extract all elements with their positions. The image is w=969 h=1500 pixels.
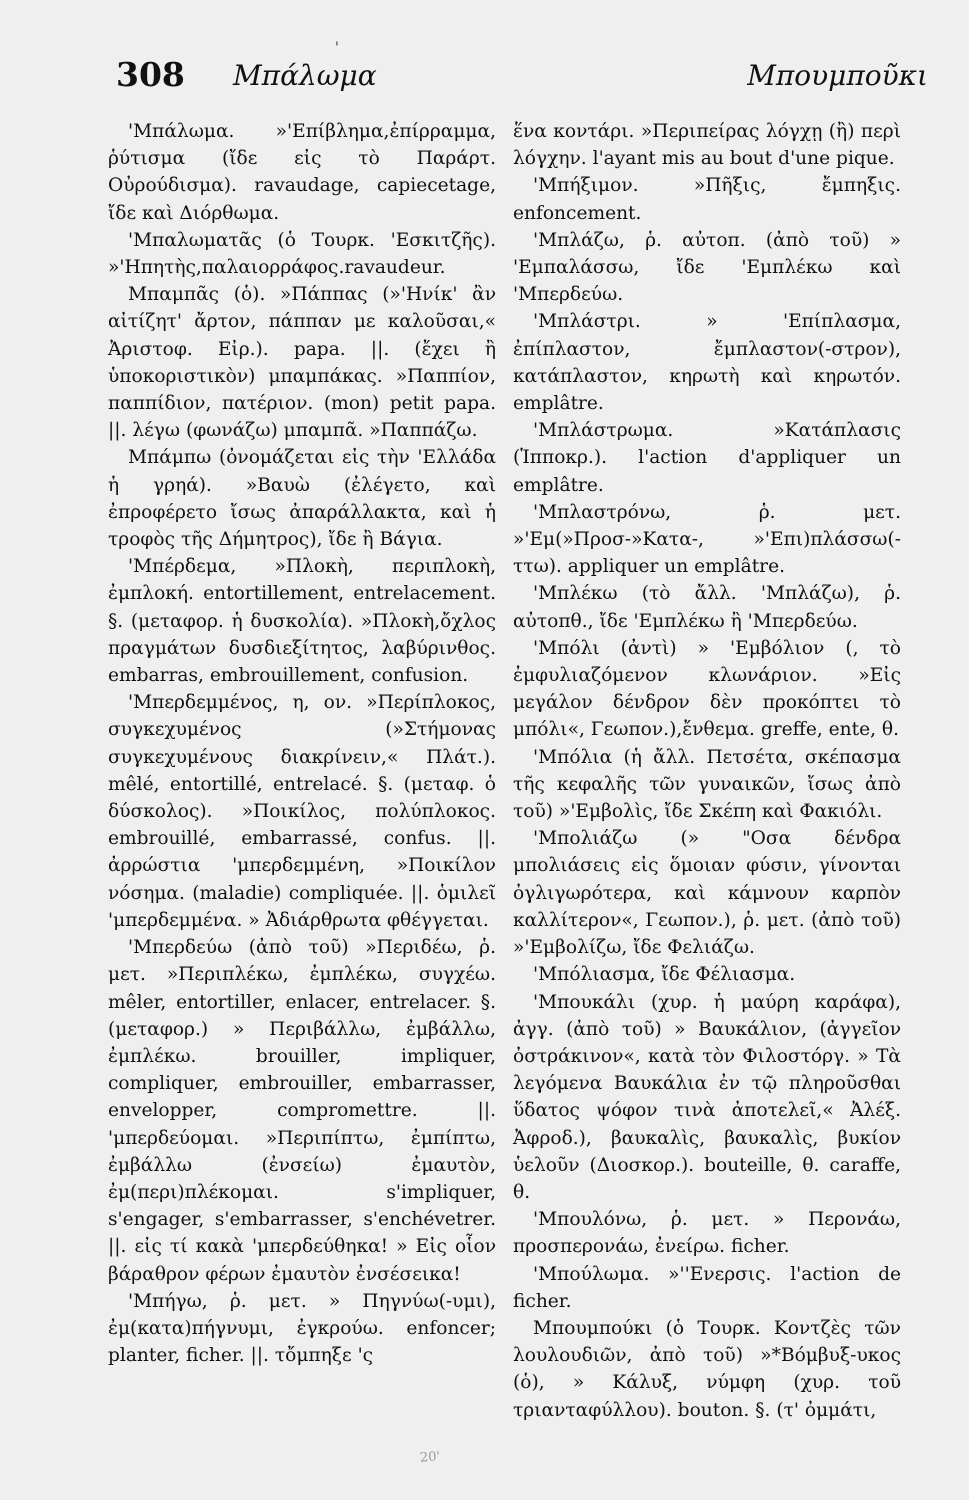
top-mark: ' [335,40,339,56]
page-number: 308 [116,55,185,94]
entry-mperdema: 'Μπέρδεμα, »Πλοκὴ, περιπλοκὴ, ἐμπλοκή. entortillement, entrelacement. §. (μεταφορ. ἡ δυσκολία). »Πλοκὴ,ὄχλος πραγμάτων δυσδιεξίτητος, λαβύρινθος. embarras, embrouillement, confusion. [108,556,496,687]
faint-mark: 20' [419,1449,441,1466]
entry-mplastri: 'Μπλάστρι. » 'Επίπλασμα, ἐπίπλαστον, ἔμπλαστον(-στρον), κατάπλαστον, κηρωτὴ καὶ κηρωτόν. emplâtre. [513,311,901,415]
entry-mpoliasma: 'Μπόλιασμα, ἴδε Φέλιασμα. [533,964,796,986]
entry-mpigo: 'Μπήγω, ῥ. μετ. » Πηγνύω(-υμι), ἐμ(κατα)πήγνυμι, ἐγκρούω. enfoncer; planter, ficher. ||. τὄμπηξε 'ς [108,1290,496,1367]
running-head-right: Μπουμποῦκι [747,59,928,92]
entry-mpiximon: 'Μπήξιμον. »Πῆξις, ἔμπηξις. enfoncement. [513,175,901,224]
entry-mpampas: Μπαμπᾶς (ὁ). »Πάππας (»'Ηνίκ' ἂν αἰτίζητ' ἄρτον, πάππαν με καλοῦσαι,« Ἀριστοφ. Εἰρ.). papa. ||. (ἔχει ἢ ὑποκοριστικὸν) μπαμπάκας. »Παππίον, παππίδιον, πατέριον. (mon) petit papa. ||. λέγω (φωνάζω) μπαμπᾶ. »Παππάζω. [108,284,496,442]
entry-mplazo: 'Μπλάζω, ῥ. αὐτοπ. (ἀπὸ τοῦ) » 'Εμπαλάσσω, ἴδε 'Εμπλέκω καὶ 'Μπερδεύω. [513,229,901,306]
left-column [108,118,496,1369]
entry-mplastrono: 'Μπλαστρόνω, ῥ. μετ. »'Εμ(»Προσ-»Κατα-, »'Επι)πλάσσω(-ττω). appliquer un emplâtre. [513,501,901,578]
entry-mpolia: 'Μπόλια (ἡ ἄλλ. Πετσέτα, σκέπασμα τῆς κεφαλῆς τῶν γυναικῶν, ἴσως ἀπὸ τοῦ) »'Εμβολὶς, ἴδε Σκέπη καὶ Φακιόλι. [513,746,901,823]
entry-mperdeuo: 'Μπερδεύω (ἀπὸ τοῦ) »Περιδέω, ῥ. μετ. »Περιπλέκω, ἐμπλέκω, συγχέω. mêler, entortiller, enlacer, entrelacer. §. (μεταφορ.) » Περιβάλλω, ἐμβάλλω, ἐμπλέκω. brouiller, impliquer, compliquer, embrouiller, embarrasser, envelopper, compromettre. ||. 'μπερδεύομαι. »Περιπίπτω, ἐμπίπτω, ἐμβάλλω (ἐνσείω) ἐμαυτὸν, ἐμ(περι)πλέκομαι. s'impliquer, s'engager, s'embarrasser, s'enchévetrer. ||. εἰς τί κακὰ 'μπερδεύθηκα! » Εἰς οἷον βάραθρον φέρων ἐμαυτὸν ἐνσέσεικα! [108,937,496,1285]
entry-mplastroma: 'Μπλάστρωμα. »Κατάπλασις (Ἱπποκρ.). l'action d'appliquer un emplâtre. [513,420,901,496]
entry-mpoukali: 'Μπουκάλι (χυρ. ἡ μαύρη καράφα), ἀγγ. (ἀπὸ τοῦ) » Βαυκάλιον, (ἀγγεῖον ὀστράκινον«, κατὰ τὸν Φιλοστόργ. » Τὰ λεγόμενα Βαυκάλια ἐν τῷ πληροῦσθαι ὕδατος ψόφον τινὰ ἀποτελεῖ,« Ἀλέξ. Ἀφροδ.), βαυκαλὶς, βαυκαλὶς, βυκίον ὑελοῦν (Διοσκορ.). bouteille, θ. caraffe, θ. [513,991,901,1203]
running-head-left: Μπάλωμα [233,59,377,92]
entry-mpouloma: 'Μπούλωμα. »''Ενερσις. l'action de ficher. [513,1263,901,1312]
entry-mpoumpouki: Μπουμπούκι (ὁ Τουρκ. Κοντζὲς τῶν λουλουδιῶν, ἀπὸ τοῦ) »*Βόμβυξ-υκος (ὁ), » Κάλυξ, νύμφη (χυρ. τοῦ τριανταφύλλου). bouton. §. (τ' ὀμμάτι, [513,1317,901,1421]
page-header [108,55,928,105]
entry-mpaloma: 'Μπάλωμα. »'Επίβλημα,ἐπίρραμμα, ῥύτισμα (ἴδε εἰς τὸ Παράρτ. Οὐρούδισμα). ravaudage, capiecetage, ἴδε καὶ Διόρθωμα. [108,121,496,224]
entry-mpalomatas: 'Μπαλωματᾶς (ὁ Τουρκ. 'Εσκιτζῆς). »'Ηπητὴς,παλαιορράφος.ravaudeur. [108,229,496,279]
entry-mperdemmenos: 'Μπερδεμμένος, η, ον. »Περίπλοκος, συγκεχυμένος (»Στήμονας συγκεχυμένους διακρίνειν,« Πλάτ.). mêlé, entortillé, entrelacé. §. (μεταφ. ὁ δύσκολος). »Ποικίλος, πολύπλοκος. embrouillé, embarrassé, confus. ||. ἀρρώστια 'μπερδεμμένη, »Ποικίλον νόσημα. (maladie) compliquée. ||. ὁμιλεῖ 'μπερδεμμένα. » Ἀδιάρθρωτα φθέγγεται. [108,692,496,931]
right-column [513,118,901,1424]
entry-mpigo-continued: ἕνα κοντάρι. »Περιπείρας λόγχῃ (ἢ) περὶ λόγχην. l'ayant mis au bout d'une pique. [513,121,901,170]
entry-mpoli: 'Μπόλι (ἀντὶ) » 'Εμβόλιον (, τὸ ἐμφυλιαζόμενον κλωνάριον. »Εἰς μεγάλον δένδρον δὲν προκόπτει τὸ μπόλι«, Γεωπον.),ἔνθεμα. greffe, ente, θ. [513,637,901,741]
entry-mpampo: Μπάμπω (ὀνομάζεται εἰς τὴν 'Ελλάδα ἡ γρηά). »Βαυὼ (ἐλέγετο, καὶ ἐπροφέρετο ἴσως ἀπαράλλακτα, καὶ ἡ τροφὸς τῆς Δήμητρος), ἴδε ἢ Βάγια. [108,447,496,551]
entry-mpoulono: 'Μπουλόνω, ῥ. μετ. » Περονάω, προσπερονάω, ἐνείρω. ficher. [513,1209,901,1258]
entry-mpoliazo: 'Μπολιάζω (» "Οσα δένδρα μπολιάσεις εἰς ὅμοιαν φύσιν, γίνονται ὀγλιγωρότερα, καὶ κάμνουν καρπὸν καλλίτερον«, Γεωπον.), ῥ. μετ. (ἀπὸ τοῦ) »'Εμβολίζω, ἴδε Φελιάζω. [513,828,901,959]
entry-mpleko: 'Μπλέκω (τὸ ἄλλ. 'Μπλάζω), ῥ. αὐτοπθ., ἴδε 'Εμπλέκω ἢ 'Μπερδεύω. [513,583,901,632]
